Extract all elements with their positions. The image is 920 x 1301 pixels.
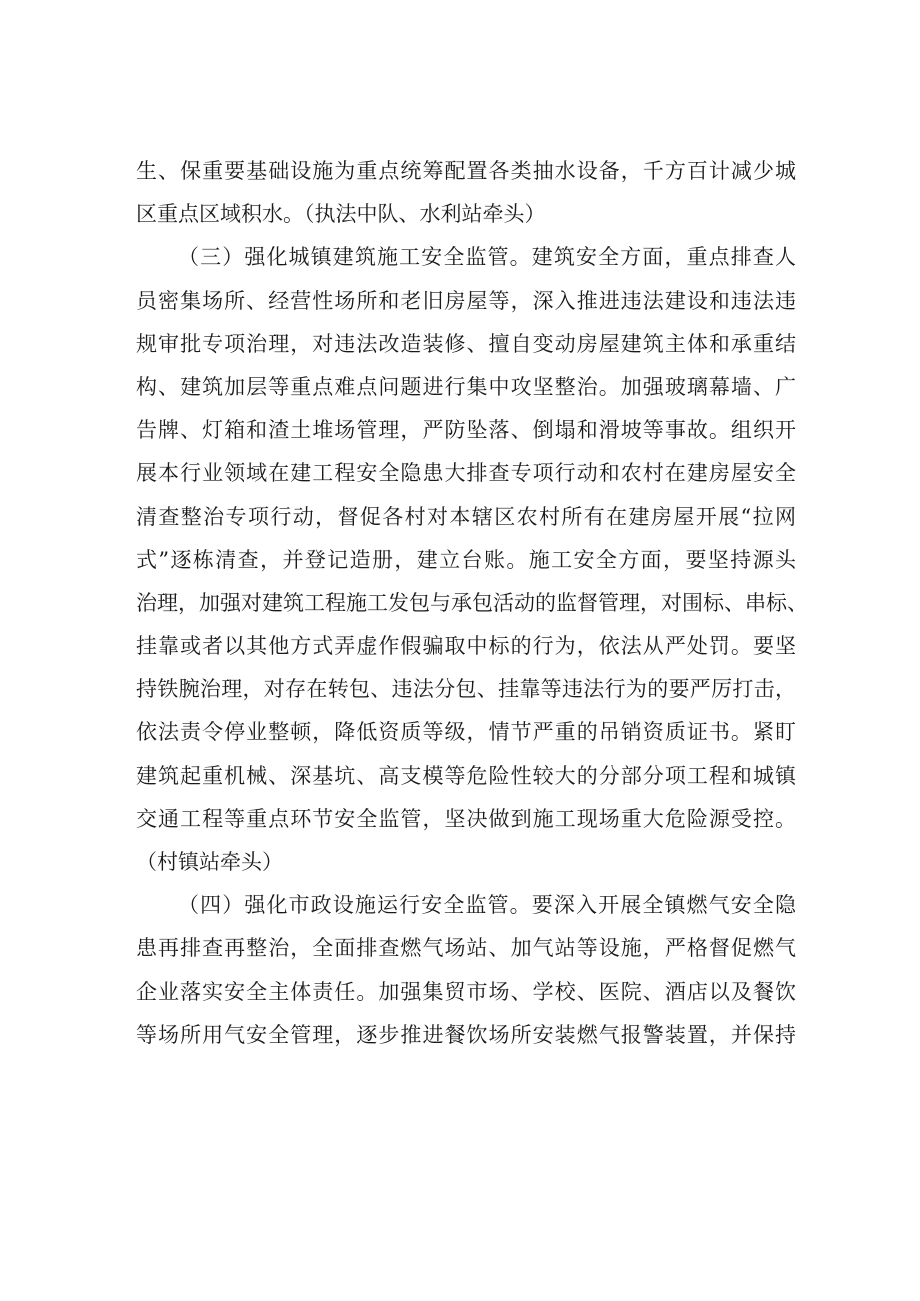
document-body [136,150,808,1057]
text-line: 清查整治专项行动，督促各村对本辖区农村所有在建房屋开展“拉网 [136,504,796,529]
text-line: 构、建筑加层等重点难点问题进行集中攻坚整治。加强玻璃幕墙、广 [136,374,796,399]
text-line: 生、保重要基础设施为重点统筹配置各类抽水设备，千方百计减少城 [136,159,796,183]
text-line: （村镇站牵头） [136,850,283,874]
text-line: 持铁腕治理，对存在转包、违法分包、挂靠等违法行为的要严厉打击， [136,677,796,702]
text-line: 告牌、灯箱和渣土堆场管理，严防坠落、倒塌和滑坡等事故。组织开 [136,418,796,443]
paragraph-continued [136,150,796,236]
text-line: 式”逐栋清查，并登记造册，建立台账。施工安全方面，要坚持源头 [136,547,796,572]
paragraph-section-3 [136,236,808,884]
text-line: 规审批专项治理，对违法改造装修、擅自变动房屋建筑主体和承重结 [136,331,796,356]
text-line: 交通工程等重点环节安全监管，坚决做到施工现场重大危险源受控。 [136,806,796,831]
text-line: 企业落实安全主体责任。加强集贸市场、学校、医院、酒店以及餐饮 [136,979,796,1004]
text-line: 治理，加强对建筑工程施工发包与承包活动的监督管理，对围标、串标、 [136,590,808,615]
text-line: 建筑起重机械、深基坑、高支模等危险性较大的分部分项工程和城镇 [136,763,796,788]
text-line: 等场所用气安全管理，逐步推进餐饮场所安装燃气报警装置，并保持 [136,1022,796,1047]
text-line: 依法责令停业整顿，降低资质等级，情节严重的吊销资质证书。紧盯 [136,720,796,745]
text-line: 挂靠或者以其他方式弄虚作假骗取中标的行为，依法从严处罚。要坚 [136,634,796,659]
text-line: 员密集场所、经营性场所和老旧房屋等，深入推进违法建设和违法违 [136,288,796,313]
text-line: 展本行业领域在建工程安全隐患大排查专项行动和农村在建房屋安全 [136,461,796,486]
paragraph-section-4 [136,884,796,1057]
text-line: （三）强化城镇建筑施工安全监管。建筑安全方面，重点排查人 [178,245,796,270]
text-line: 区重点区域积水。（执法中队、水利站牵头） [136,202,546,227]
text-line: （四）强化市政设施运行安全监管。要深入开展全镇燃气安全隐 [178,893,796,918]
text-line: 患再排查再整治，全面排查燃气场站、加气站等设施，严格督促燃气 [136,936,796,961]
